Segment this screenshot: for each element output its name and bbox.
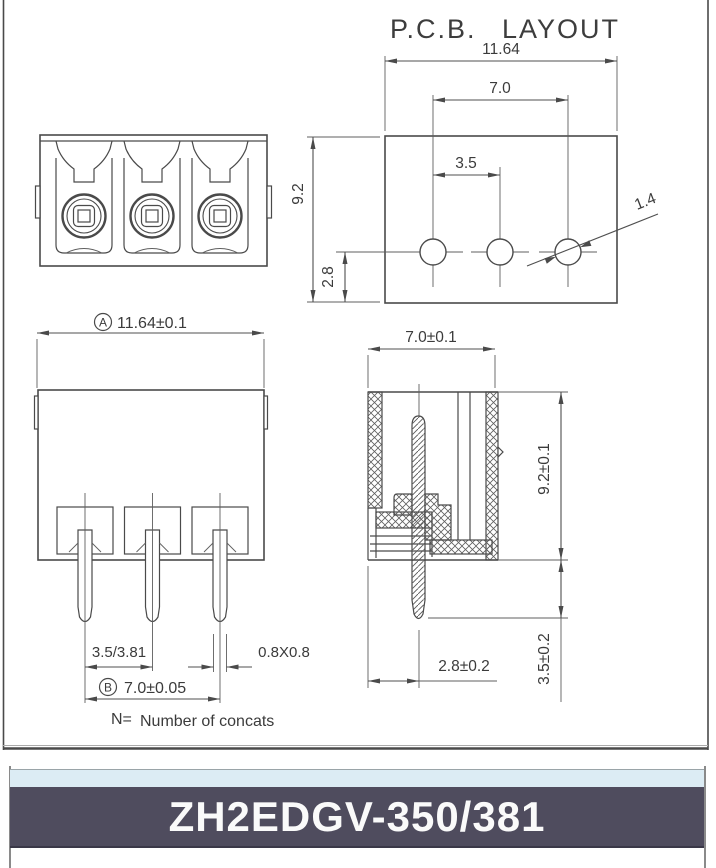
dim-label: 2.8 xyxy=(320,266,337,288)
dim-label: 9.2 xyxy=(290,183,307,205)
footer-strip xyxy=(10,769,704,788)
wall-latch-notch xyxy=(498,447,503,457)
front-view xyxy=(36,135,272,266)
dim-label: 3.5±0.2 xyxy=(536,633,553,685)
note xyxy=(111,711,274,730)
note-prefix: N= xyxy=(111,711,132,728)
contact-left-section xyxy=(394,494,412,515)
screw-head xyxy=(131,195,174,238)
dim-label: 7.0±0.1 xyxy=(405,329,457,346)
outline-view xyxy=(35,314,310,731)
hole-1 xyxy=(420,239,446,265)
dim-label: 0.8X0.8 xyxy=(258,644,310,661)
screw-head xyxy=(63,195,106,238)
dim-label: 3.5 xyxy=(455,155,477,172)
dim-width xyxy=(368,329,495,388)
dim-pin-span xyxy=(433,80,568,100)
pcb-layout-view xyxy=(290,14,659,303)
datum-label-a: A xyxy=(98,315,108,330)
side-tab-right xyxy=(264,396,268,429)
note-text: Number of concats xyxy=(140,713,275,730)
drawing-frame xyxy=(3,0,708,750)
view-title: P.C.B. LAYOUT xyxy=(389,14,621,44)
dim-label: 7.0 xyxy=(489,80,511,97)
hole-2 xyxy=(487,239,513,265)
dim-label: 3.5/3.81 xyxy=(91,644,147,661)
side-tab-left xyxy=(35,396,39,429)
frame-line-right xyxy=(704,766,706,868)
dim-a-overall-width xyxy=(37,314,264,389)
section-view xyxy=(368,329,568,702)
right-wall-section xyxy=(486,392,498,560)
solder-pin-section xyxy=(412,384,425,619)
footer-section xyxy=(0,750,716,868)
dim-label: 11.64±0.1 xyxy=(117,315,187,332)
dim-label: 9.2±0.1 xyxy=(536,443,553,495)
side-tab-left xyxy=(36,186,41,218)
side-tab-right xyxy=(267,186,272,218)
screw-head xyxy=(199,195,242,238)
dim-label: 2.8±0.2 xyxy=(438,658,490,675)
base-section xyxy=(430,540,492,554)
hole-3 xyxy=(555,239,581,265)
part-number: ZH2EDGV-350/381 xyxy=(168,792,546,840)
left-wall-section xyxy=(368,392,382,508)
dim-height xyxy=(498,392,568,560)
datum-label-b: B xyxy=(103,680,113,695)
dim-pitch xyxy=(85,644,153,667)
dim-label: 1.4 xyxy=(632,189,659,214)
dim-label: 11.64 xyxy=(482,41,520,58)
dim-pin-offset xyxy=(368,566,497,688)
dim-pin-size xyxy=(188,644,310,667)
housing-section xyxy=(368,384,503,619)
dim-b-pin-span xyxy=(85,679,220,700)
dim-label: 7.0±0.05 xyxy=(124,680,187,697)
pcb-board-outline xyxy=(385,136,617,303)
part-number-banner xyxy=(10,787,704,848)
dim-hole-offset xyxy=(320,252,345,302)
contact-right-section xyxy=(425,494,451,540)
